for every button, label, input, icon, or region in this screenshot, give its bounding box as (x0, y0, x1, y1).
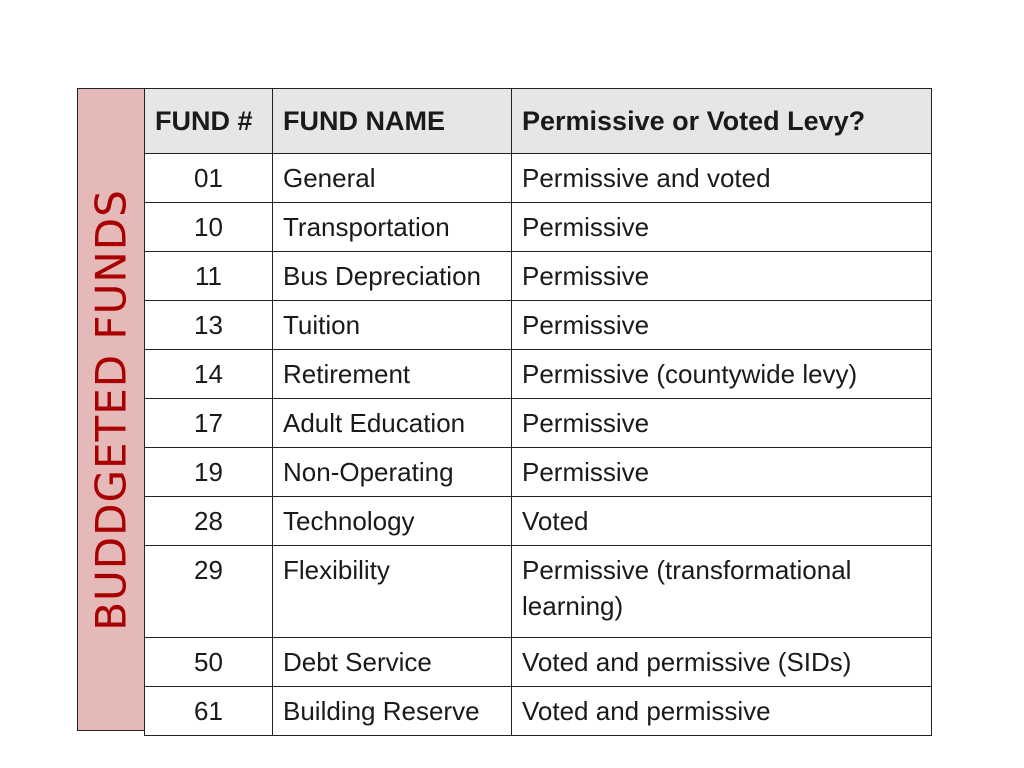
table-row (145, 546, 932, 638)
fund-number-cell: 28 (145, 497, 273, 546)
fund-number-cell: 13 (145, 301, 273, 350)
fund-number-cell: 61 (145, 687, 273, 736)
levy-cell: Permissive (512, 448, 932, 497)
fund-number-cell: 10 (145, 203, 273, 252)
fund-name-cell: General (273, 154, 512, 203)
levy-cell: Voted and permissive (512, 687, 932, 736)
fund-name-cell: Debt Service (273, 638, 512, 687)
fund-number-cell: 14 (145, 350, 273, 399)
side-label-text: BUDDGETED FUNDS (86, 188, 136, 631)
levy-cell: Permissive (transformational learning) (512, 546, 932, 638)
levy-cell: Voted and permissive (SIDs) (512, 638, 932, 687)
fund-number-cell: 19 (145, 448, 273, 497)
fund-number-cell: 11 (145, 252, 273, 301)
header-fund-name: FUND NAME (273, 89, 512, 154)
fund-name-cell: Bus Depreciation (273, 252, 512, 301)
funds-table (144, 88, 932, 736)
fund-number-cell: 17 (145, 399, 273, 448)
levy-cell: Permissive (512, 203, 932, 252)
table-row (145, 638, 932, 687)
levy-cell: Permissive (512, 301, 932, 350)
table-row (145, 497, 932, 546)
funds-slide (77, 88, 931, 731)
header-row (145, 89, 932, 154)
fund-number-cell: 50 (145, 638, 273, 687)
side-label-panel (77, 88, 145, 731)
levy-cell: Permissive and voted (512, 154, 932, 203)
fund-name-cell: Transportation (273, 203, 512, 252)
fund-number-cell: 29 (145, 546, 273, 638)
fund-name-cell: Adult Education (273, 399, 512, 448)
table-row (145, 203, 932, 252)
table-row (145, 154, 932, 203)
table-row (145, 252, 932, 301)
fund-name-cell: Retirement (273, 350, 512, 399)
table-row (145, 448, 932, 497)
fund-number-cell: 01 (145, 154, 273, 203)
fund-name-cell: Tuition (273, 301, 512, 350)
levy-cell: Voted (512, 497, 932, 546)
fund-name-cell: Building Reserve (273, 687, 512, 736)
table-row (145, 350, 932, 399)
levy-cell: Permissive (512, 252, 932, 301)
table-row (145, 301, 932, 350)
table-row (145, 399, 932, 448)
fund-name-cell: Flexibility (273, 546, 512, 638)
fund-name-cell: Non-Operating (273, 448, 512, 497)
table-row (145, 687, 932, 736)
levy-cell: Permissive (countywide levy) (512, 350, 932, 399)
header-fund-number: FUND # (145, 89, 273, 154)
header-levy: Permissive or Voted Levy? (512, 89, 932, 154)
fund-name-cell: Technology (273, 497, 512, 546)
levy-cell: Permissive (512, 399, 932, 448)
